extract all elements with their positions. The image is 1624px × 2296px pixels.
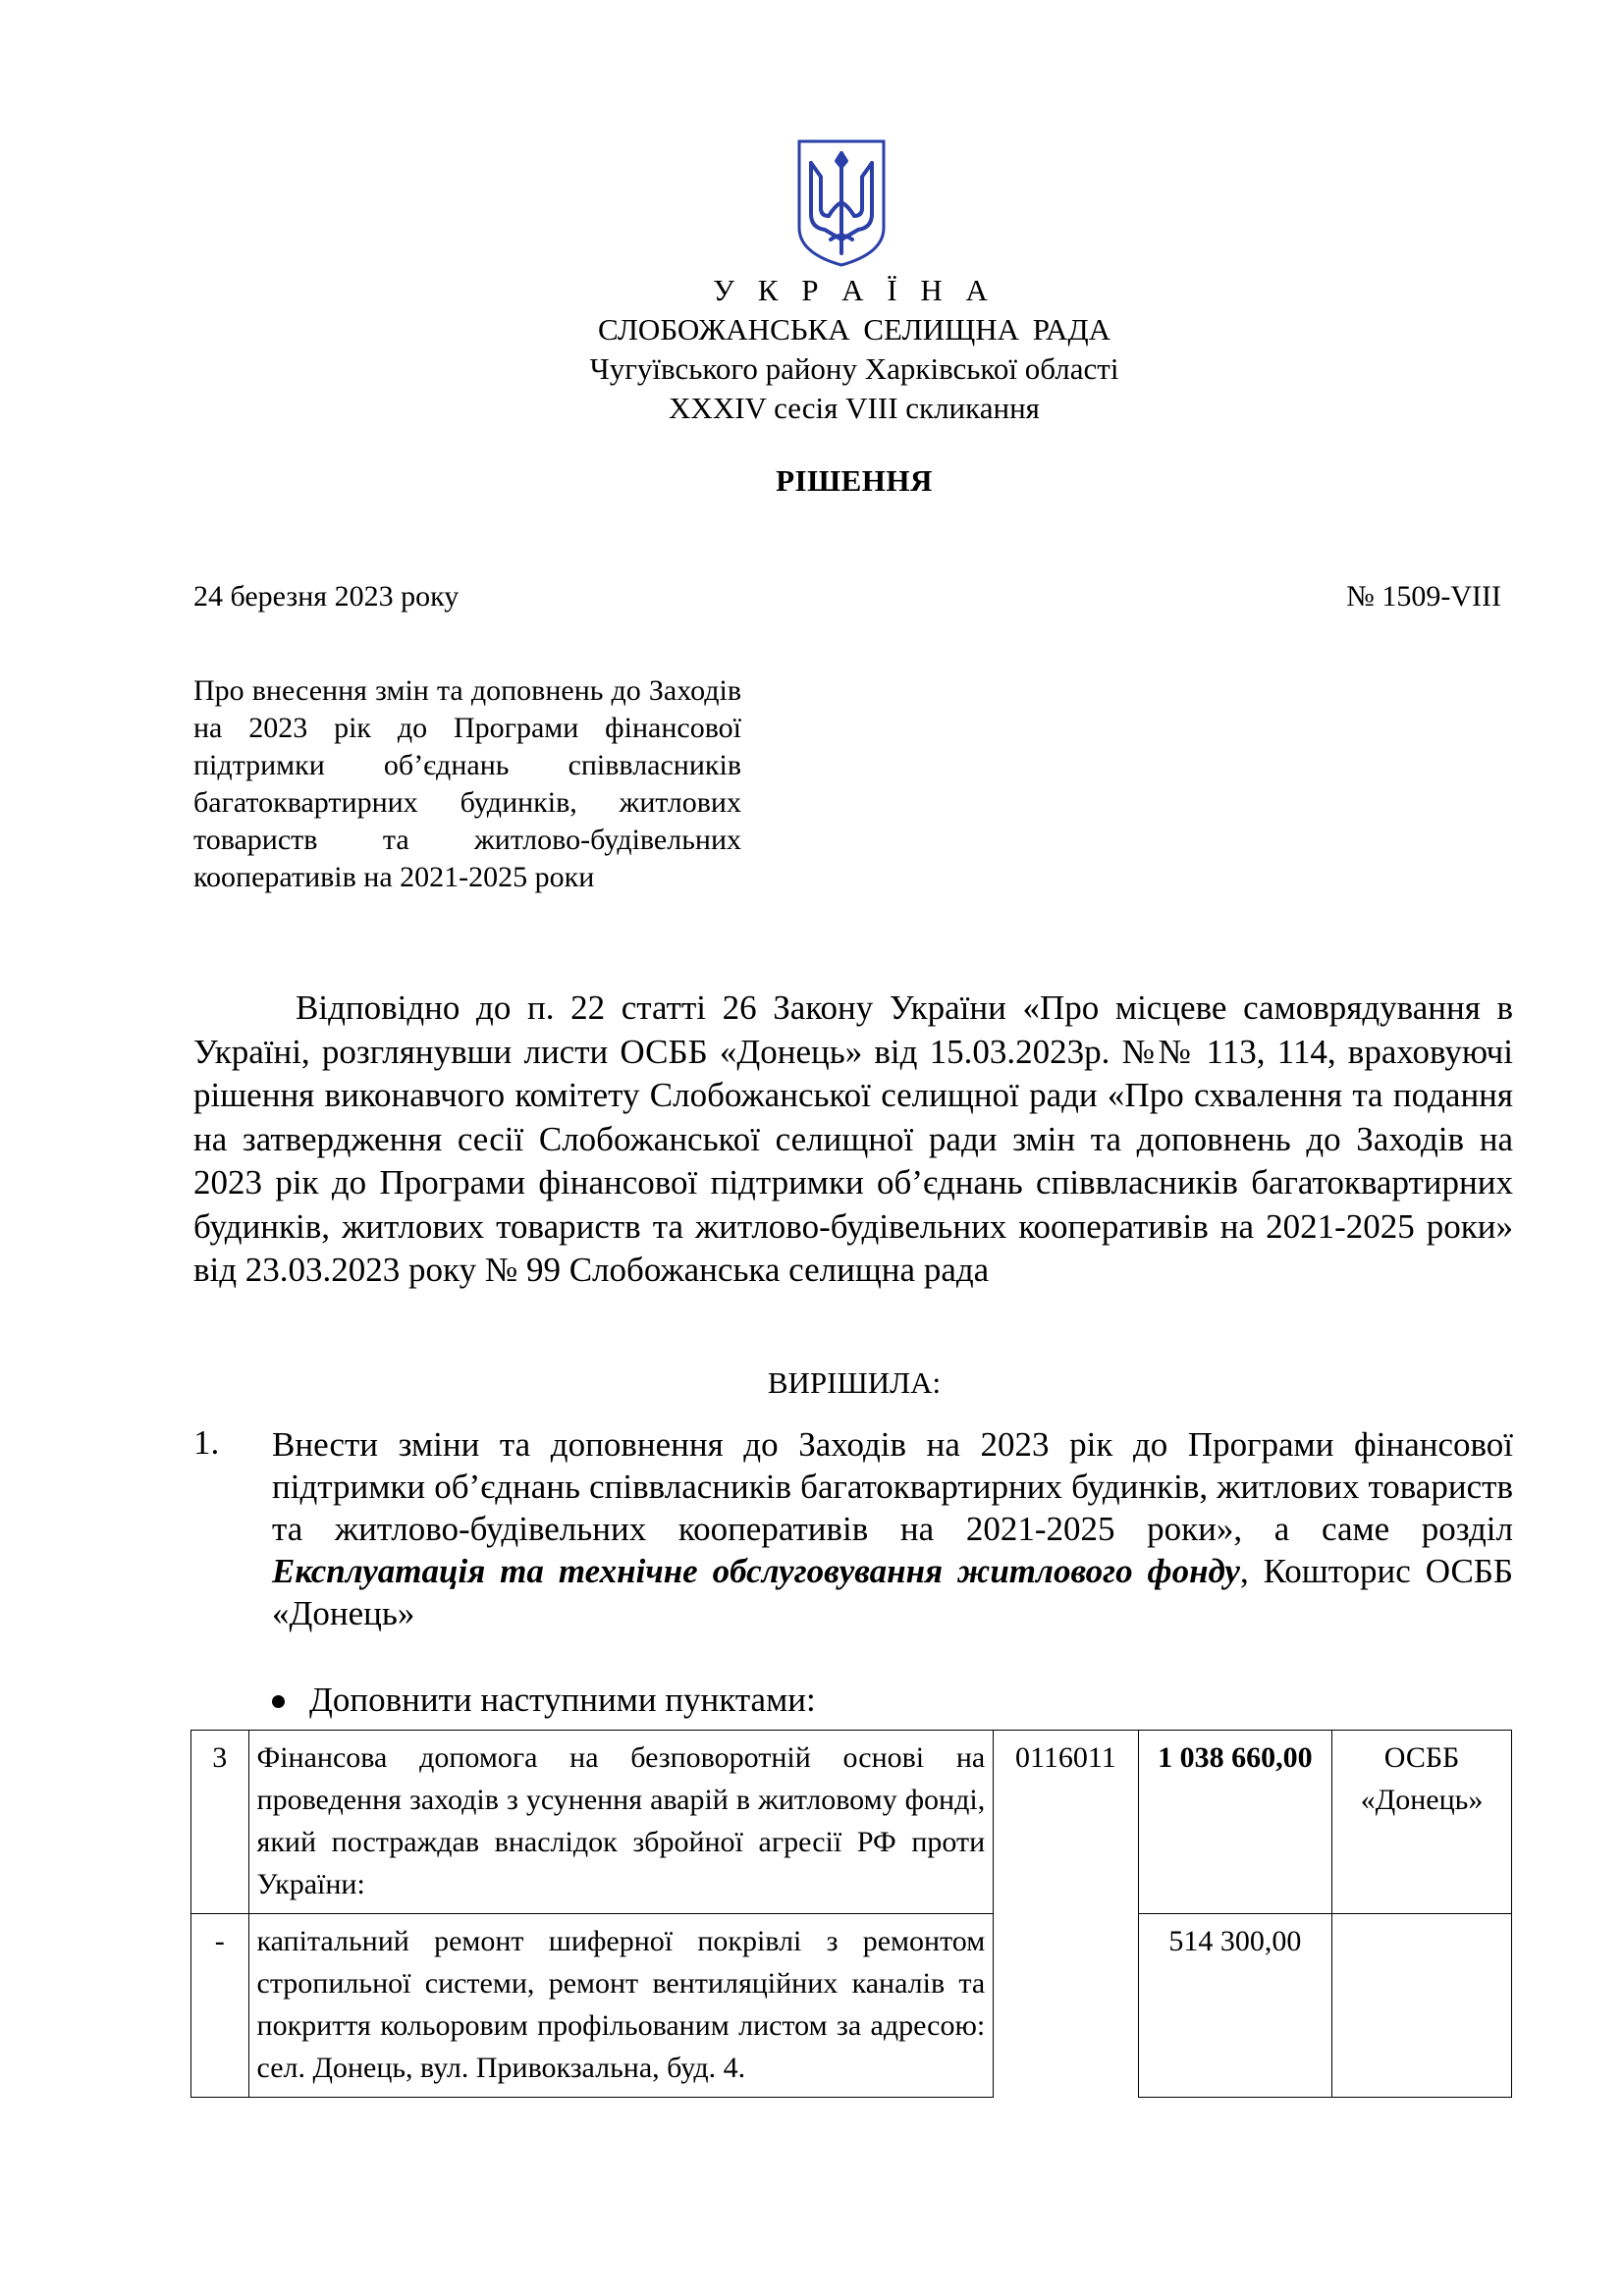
table-row [191,1731,1512,1914]
district-heading: Чугуївського району Харківської області [589,351,1119,386]
decision-date: 24 березня 2023 року [193,580,460,613]
table-row [191,1914,1512,2098]
row-recipient: ОСББ «Донець» [1332,1731,1512,1914]
document-type-heading: РІШЕННЯ [776,463,933,498]
budget-code: 0116011 [994,1731,1138,2098]
row-amount: 1 038 660,00 [1138,1731,1332,1914]
resolved-heading: ВИРІШИЛА: [767,1365,942,1400]
bullet-icon [272,1695,285,1708]
item-section-name: Експлуатація та технічне обслуговування житлового фонду [272,1552,1240,1590]
item-text [272,1423,1513,1634]
decision-subject: Про внесення змін та доповнень до Заходів на 2023 рік до Програми фінансової підтримки об’єднань співвласників багатоквартирних будинків, житлових товариств та житлово-будівельних кооперативів на 2021-2025 роки [193,674,741,893]
row-description: капітальний ремонт шиферної покрівлі з ремонтом стропильної системи, ремонт вентиляційних каналів та покриття кольоровим профільованим листом за адресою: сел. Донець, вул. Привокзальна, буд. 4. [248,1914,994,2098]
row-number: 3 [191,1731,249,1914]
council-heading: СЛОБОЖАНСЬКА СЕЛИЩНА РАДА [598,312,1110,347]
country-heading: У К Р А Ї Н А [713,273,996,307]
row-amount: 514 300,00 [1138,1914,1332,2098]
item-number: 1. [193,1423,220,1462]
row-description: Фінансова допомога на безповоротній основі на проведення заходів з усунення аварій в житловому фонді, який постраждав внаслідок збройної агресії РФ проти України: [248,1731,994,1914]
trident-emblem-icon [795,137,888,269]
item-text-part-a: Внести зміни та доповнення до Заходів на 2023 рік до Програми фінансової підтримки об’єднань співвласників багатоквартирних будинків, житлових товариств та житлово-будівельних кооперативів на 2021-2025 роки», а саме розділ [272,1425,1513,1548]
row-recipient [1332,1914,1512,2098]
item-text-part-b: , Кошторис ОСББ «Донець» [272,1552,1513,1632]
preamble-paragraph: Відповідно до п. 22 статті 26 Закону України «Про місцеве самоврядування в Україні, розглянувши листи ОСББ «Донець» від 15.03.2023р. №№ 113, 114, враховуючі рішення виконавчого комітету Слобожанської селищної ради «Про схвалення та подання на затвердження сесії Слобожанської селищної ради змін та доповнень до Заходів на 2023 рік до Програми фінансової підтримки об’єднань співвласників багатоквартирних будинків, житлових товариств та житлово-будівельних кооперативів на 2021-2025 роки» від 23.03.2023 року № 99 Слобожанська селищна рада [193,988,1513,1289]
decision-number: № 1509-VIII [1346,580,1501,613]
measures-table [190,1730,1512,2098]
row-number: - [191,1914,249,2098]
session-heading: XXXIV сесія VIII скликання [669,391,1040,425]
bullet-text: Доповнити наступними пунктами: [309,1681,816,1719]
